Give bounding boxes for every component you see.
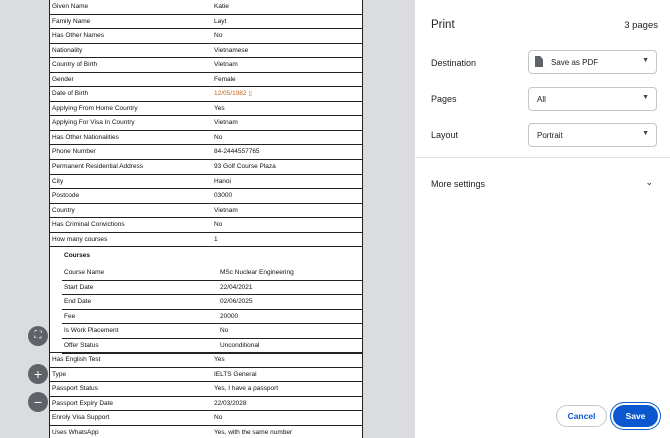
destination-value: Save as PDF (551, 58, 599, 67)
field-value: Yes (214, 104, 225, 112)
table-row (49, 145, 363, 160)
field-key: Has Other Nationalities (52, 133, 119, 141)
field-key: Gender (52, 75, 74, 83)
table-row (62, 266, 362, 281)
field-key: Applying From Home Country (52, 104, 138, 112)
field-value: 22/04/2021 (220, 283, 253, 291)
table-row (49, 29, 363, 44)
table-row (49, 102, 363, 117)
field-key: End Date (64, 298, 92, 306)
field-key: Applying For Visa In Country (52, 119, 135, 127)
plus-icon: + (33, 366, 43, 382)
table-row (62, 339, 362, 354)
table-row (62, 281, 362, 296)
layout-value: Portrait (537, 131, 563, 140)
table-row (62, 295, 362, 310)
field-key: Permanent Residential Address (52, 163, 144, 171)
document-icon (535, 56, 543, 67)
table-row (62, 324, 362, 339)
field-value: 03000 (214, 192, 233, 200)
table-row (49, 233, 363, 248)
dropdown-caret-icon: ▼ (642, 57, 649, 64)
field-value: MSc Nuclear Engineering (220, 269, 294, 277)
table-row (49, 411, 363, 426)
course-rows (62, 266, 362, 353)
field-key: Country of Birth (52, 61, 98, 69)
field-key: Passport Expiry Date (52, 399, 114, 407)
table-row (62, 310, 362, 325)
table-row (49, 189, 363, 204)
field-value: 93 Golf Course Plaza (214, 163, 276, 171)
field-key: Date of Birth (52, 90, 89, 98)
field-key: How many courses (52, 235, 108, 243)
table-row (49, 175, 363, 190)
destination-label: Destination (431, 58, 477, 68)
field-value: Female (214, 75, 236, 83)
field-value: 12/05/1982 ▯ (214, 90, 252, 97)
field-value: IELTS General (214, 370, 257, 378)
field-key: Uses WhatsApp (52, 429, 99, 437)
table-row (49, 0, 363, 15)
form-rows-top (49, 0, 363, 247)
table-row (49, 15, 363, 30)
field-key: Nationality (52, 46, 83, 54)
field-key: Has Other Names (52, 32, 105, 40)
pages-select[interactable] (528, 87, 657, 111)
field-value: No (214, 414, 223, 422)
field-value: No (220, 327, 229, 335)
courses-section (49, 247, 363, 353)
cancel-button[interactable]: Cancel (556, 405, 607, 427)
table-row (49, 116, 363, 131)
table-row (49, 58, 363, 73)
field-value: Hanoi (214, 177, 231, 185)
field-key: Phone Number (52, 148, 96, 156)
more-settings-toggle[interactable]: More settings (431, 179, 486, 189)
field-value: 1 (214, 235, 218, 243)
field-key: Offer Status (64, 342, 99, 350)
table-row (49, 160, 363, 175)
divider (415, 157, 670, 158)
field-key: Enroly Visa Support (52, 414, 110, 422)
save-button[interactable]: Save (613, 405, 658, 427)
table-row (49, 87, 363, 102)
field-key: Fee (64, 312, 76, 320)
fit-to-page-icon: ⛶ (34, 330, 42, 341)
field-key: Has English Test (52, 356, 101, 364)
field-key: Country (52, 206, 75, 214)
field-key: City (52, 177, 64, 185)
table-row (49, 426, 363, 438)
dropdown-caret-icon: ▼ (642, 130, 649, 137)
table-row (49, 218, 363, 233)
table-row (49, 368, 363, 383)
field-value: 02/06/2025 (220, 298, 253, 306)
field-value: Katie (214, 3, 229, 10)
field-value: Layt (214, 17, 227, 25)
field-key: Start Date (64, 283, 94, 291)
print-title: Print (431, 19, 455, 31)
page-count: 3 pages (624, 20, 658, 31)
field-value: Vietnam (214, 61, 238, 69)
table-row (49, 204, 363, 219)
field-key: Type (52, 370, 67, 378)
field-value: 84-2444557765 (214, 148, 260, 156)
print-settings-panel (414, 0, 670, 438)
chevron-down-icon[interactable]: ⌄ (645, 177, 653, 187)
field-value: Unconditional (220, 342, 260, 350)
table-row (49, 382, 363, 397)
field-value: Vietnam (214, 119, 238, 127)
field-key: Has Criminal Convictions (52, 221, 125, 229)
field-value: No (214, 133, 223, 141)
field-value: 20000 (220, 312, 239, 320)
table-row (49, 397, 363, 412)
field-value: Vietnam (214, 206, 238, 214)
preview-page (49, 0, 363, 438)
field-value: Vietnamese (214, 46, 249, 54)
table-row (49, 44, 363, 59)
table-row (49, 353, 363, 368)
field-value: No (214, 32, 223, 40)
pages-label: Pages (431, 94, 457, 104)
field-key: Family Name (52, 17, 91, 25)
destination-select[interactable] (528, 50, 657, 74)
field-key: Given Name (52, 3, 89, 10)
form-rows-bottom (49, 353, 363, 438)
layout-label: Layout (431, 130, 459, 140)
table-row (49, 131, 363, 146)
minus-icon: − (33, 394, 43, 410)
courses-title: Courses (64, 252, 91, 260)
fit-to-page-button[interactable] (28, 326, 48, 346)
zoom-in-button[interactable] (28, 364, 48, 384)
field-key: Is Work Placement (64, 327, 119, 335)
table-row (49, 73, 363, 88)
field-key: Course Name (64, 269, 105, 277)
zoom-out-button[interactable] (28, 392, 48, 412)
field-value: Yes, I have a passport (214, 385, 279, 393)
field-value: Yes (214, 356, 225, 364)
field-value: No (214, 221, 223, 229)
field-key: Postcode (52, 192, 80, 200)
field-value: Yes, with the same number (214, 429, 293, 437)
field-key: Passport Status (52, 385, 98, 393)
pages-value: All (537, 95, 546, 104)
layout-select[interactable] (528, 123, 657, 147)
dropdown-caret-icon: ▼ (642, 94, 649, 101)
field-value: 22/03/2028 (214, 399, 247, 407)
